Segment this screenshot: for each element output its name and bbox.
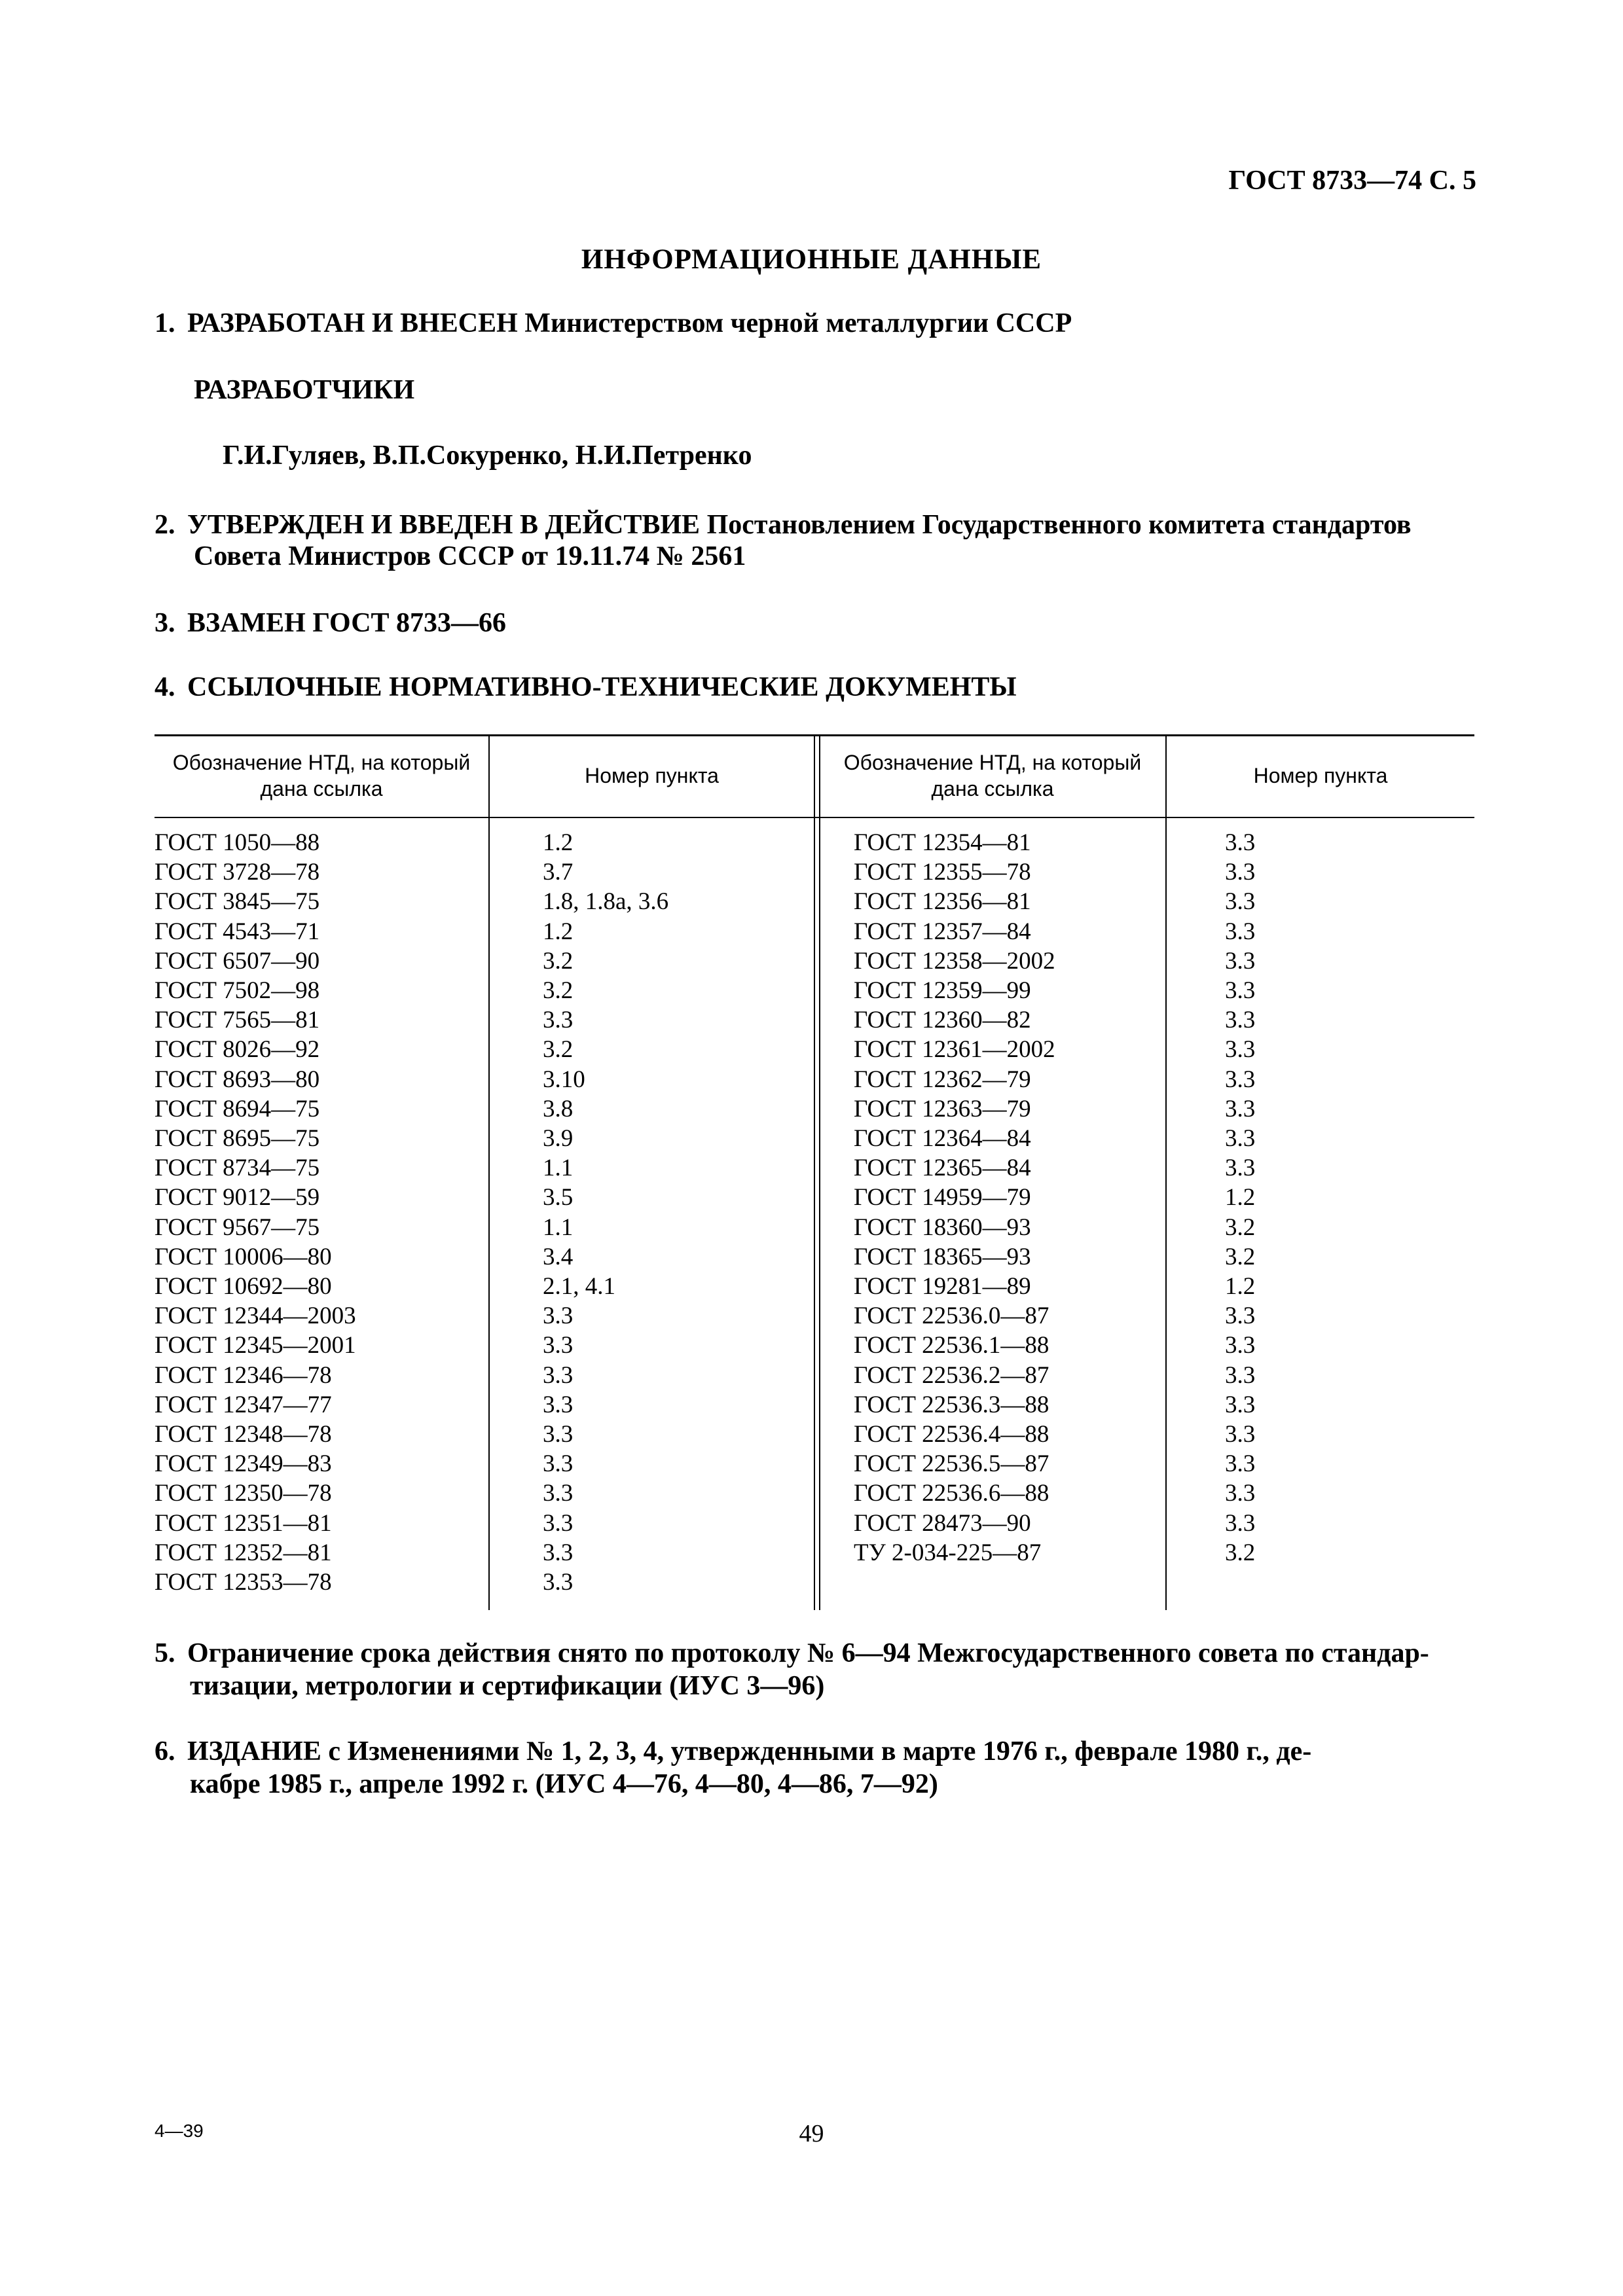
item-1-number: 1. [155,308,175,338]
clause-number-cell: 3.3 [543,1480,574,1507]
ntd-designation-cell: ГОСТ 3845—75 [155,888,320,916]
item-6-number: 6. [155,1736,175,1767]
clause-number-cell: 3.3 [1225,1302,1256,1330]
ntd-designation-cell: ГОСТ 28473—90 [854,1509,1031,1537]
clause-number-cell: 1.2 [543,829,574,856]
clause-number-cell: 3.5 [543,1184,574,1211]
footer-print-mark: 4—39 [155,2121,204,2141]
clause-number-cell: 3.2 [1225,1213,1256,1241]
header-clause-left: Номер пункта [585,764,719,787]
clause-number-cell: 3.3 [1225,1036,1256,1064]
clause-number-cell: 2.1, 4.1 [543,1273,615,1300]
clause-number-cell: 3.3 [1225,1095,1256,1122]
page-number: 49 [799,2120,824,2147]
item-4 [155,672,1017,703]
clause-number-cell: 3.8 [543,1095,574,1122]
clause-number-cell: 3.3 [1225,1332,1256,1359]
ntd-designation-cell: ГОСТ 22536.1—88 [854,1332,1049,1359]
clause-number-cell: 3.3 [1225,1125,1256,1152]
clause-number-cell: 3.3 [543,1539,574,1566]
clause-number-cell: 3.3 [543,1569,574,1596]
ntd-designation-cell: ГОСТ 8026—92 [155,1036,320,1064]
ntd-designation-cell: ГОСТ 12344—2003 [155,1302,356,1330]
item-3-number: 3. [155,608,175,638]
double-column-separator [814,736,820,1610]
ntd-designation-cell: ГОСТ 8734—75 [155,1155,320,1182]
ntd-designation-cell: ГОСТ 12358—2002 [854,947,1055,975]
header-designation-right: Обозначение НТД, на который дана ссылка [843,751,1142,800]
clause-number-cell: 3.2 [543,1036,574,1064]
clause-number-cell: 3.2 [543,947,574,975]
ntd-designation-cell: ГОСТ 8695—75 [155,1125,320,1152]
ntd-designation-cell: ГОСТ 12345—2001 [155,1332,356,1359]
header-designation-left: Обозначение НТД, на который дана ссылка [172,751,471,800]
clause-number-cell: 1.2 [543,918,574,945]
ntd-designation-cell: ТУ 2-034-225—87 [854,1539,1042,1566]
ntd-designation-cell: ГОСТ 12359—99 [854,977,1031,1004]
clause-number-cell: 3.3 [543,1332,574,1359]
clause-number-cell: 3.3 [1225,1155,1256,1182]
ntd-designation-cell: ГОСТ 12347—77 [155,1391,332,1418]
ntd-designation-cell: ГОСТ 12346—78 [155,1361,332,1389]
ntd-designation-cell: ГОСТ 1050—88 [155,829,320,856]
ntd-designation-cell: ГОСТ 9567—75 [155,1213,320,1241]
item-4-text: ССЫЛОЧНЫЕ НОРМАТИВНО-ТЕХНИЧЕСКИЕ ДОКУМЕНТЫ [187,672,1017,702]
ntd-designation-cell: ГОСТ 22536.0—87 [854,1302,1049,1330]
ntd-designation-cell: ГОСТ 12364—84 [854,1125,1031,1152]
ntd-designation-cell: ГОСТ 22536.3—88 [854,1391,1049,1418]
clause-number-cell: 3.3 [1225,947,1256,975]
clause-number-cell: 3.3 [543,1007,574,1034]
clause-number-cell: 1.1 [543,1213,574,1241]
clause-number-cell: 3.3 [1225,1391,1256,1418]
ntd-designation-cell: ГОСТ 22536.5—87 [854,1450,1049,1478]
ntd-designation-cell: ГОСТ 10692—80 [155,1273,332,1300]
item-6-line-2: кабре 1985 г., апреле 1992 г. (ИУС 4—76, 4—80, 4—86, 7—92) [190,1769,938,1799]
ntd-designation-cell: ГОСТ 6507—90 [155,947,320,975]
ntd-designation-cell: ГОСТ 12360—82 [854,1007,1031,1034]
ntd-designation-cell: ГОСТ 3728—78 [155,859,320,886]
column-separator [488,736,490,1610]
clause-number-cell: 3.3 [1225,1509,1256,1537]
ntd-designation-cell: ГОСТ 14959—79 [854,1184,1031,1211]
item-1-text: РАЗРАБОТАН И ВНЕСЕН Министерством черной металлургии СССР [187,308,1072,338]
clause-number-cell: 1.8, 1.8а, 3.6 [543,888,669,916]
clause-number-cell: 3.2 [1225,1539,1256,1566]
ntd-designation-cell: ГОСТ 12352—81 [155,1539,332,1566]
clause-number-cell: 3.3 [1225,1421,1256,1448]
developers-label: РАЗРАБОТЧИКИ [194,375,415,405]
item-3 [155,607,506,639]
ntd-designation-cell: ГОСТ 18365—93 [854,1243,1031,1270]
clause-number-cell: 3.3 [1225,1480,1256,1507]
ntd-designation-cell: ГОСТ 12348—78 [155,1421,332,1448]
clause-number-cell: 3.2 [1225,1243,1256,1270]
header-clause-right: Номер пункта [1253,764,1388,787]
ntd-designation-cell: ГОСТ 12351—81 [155,1509,332,1537]
item-3-text: ВЗАМЕН ГОСТ 8733—66 [187,608,507,638]
item-6-line-1: ИЗДАНИЕ с Изменениями № 1, 2, 3, 4, утвержденными в марте 1976 г., феврале 1980 г., де- [187,1736,1312,1767]
ntd-designation-cell: ГОСТ 18360—93 [854,1213,1031,1241]
ntd-designation-cell: ГОСТ 22536.6—88 [854,1480,1049,1507]
clause-number-cell: 3.3 [1225,1361,1256,1389]
clause-number-cell: 1.1 [543,1155,574,1182]
clause-number-cell: 3.3 [1225,1007,1256,1034]
clause-number-cell: 3.10 [543,1066,585,1093]
clause-number-cell: 3.7 [543,859,574,886]
item-2-line-1: УТВЕРЖДЕН И ВВЕДЕН В ДЕЙСТВИЕ Постановлением Государственного комитета стандартов [187,510,1412,540]
item-2 [155,509,1412,541]
ntd-designation-cell: ГОСТ 12354—81 [854,829,1031,856]
ntd-designation-cell: ГОСТ 8694—75 [155,1095,320,1122]
ntd-designation-cell: ГОСТ 8693—80 [155,1066,320,1093]
clause-number-cell: 3.3 [1225,1066,1256,1093]
clause-number-cell: 1.2 [1225,1273,1256,1300]
ntd-designation-cell: ГОСТ 7502—98 [155,977,320,1004]
ntd-designation-cell: ГОСТ 12357—84 [854,918,1031,945]
clause-number-cell: 3.3 [1225,918,1256,945]
ntd-designation-cell: ГОСТ 12350—78 [155,1480,332,1507]
item-5-line-1: Ограничение срока действия снято по протоколу № 6—94 Межгосударственного совета по стандар- [187,1638,1429,1668]
clause-number-cell: 1.2 [1225,1184,1256,1211]
ntd-designation-cell: ГОСТ 12353—78 [155,1569,332,1596]
item-5-number: 5. [155,1638,175,1668]
clause-number-cell: 3.3 [543,1450,574,1478]
ntd-designation-cell: ГОСТ 10006—80 [155,1243,332,1270]
clause-number-cell: 3.3 [543,1302,574,1330]
column-separator [1165,736,1167,1610]
item-5-line-2: тизации, метрологии и сертификации (ИУС 3—96) [190,1671,825,1701]
ntd-designation-cell: ГОСТ 9012—59 [155,1184,320,1211]
clause-number-cell: 3.4 [543,1243,574,1270]
ntd-designation-cell: ГОСТ 19281—89 [854,1273,1031,1300]
ntd-designation-cell: ГОСТ 12365—84 [854,1155,1031,1182]
clause-number-cell: 3.3 [543,1361,574,1389]
clause-number-cell: 3.3 [543,1421,574,1448]
ntd-designation-cell: ГОСТ 12355—78 [854,859,1031,886]
developers-names: Г.И.Гуляев, В.П.Сокуренко, Н.И.Петренко [223,440,752,471]
ntd-designation-cell: ГОСТ 22536.4—88 [854,1421,1049,1448]
ntd-designation-cell: ГОСТ 12361—2002 [854,1036,1055,1064]
ntd-designation-cell: ГОСТ 12363—79 [854,1095,1031,1122]
clause-number-cell: 3.3 [1225,829,1256,856]
reference-documents-table [155,734,1474,1610]
item-2-line-2: Совета Министров СССР от 19.11.74 № 2561 [194,541,746,571]
ntd-designation-cell: ГОСТ 12349—83 [155,1450,332,1478]
clause-number-cell: 3.2 [543,977,574,1004]
ntd-designation-cell: ГОСТ 7565—81 [155,1007,320,1034]
clause-number-cell: 3.3 [1225,888,1256,916]
page-title: ИНФОРМАЦИОННЫЕ ДАННЫЕ [581,244,1042,275]
ntd-designation-cell: ГОСТ 12356—81 [854,888,1031,916]
clause-number-cell: 3.3 [543,1509,574,1537]
item-2-number: 2. [155,510,175,540]
ntd-designation-cell: ГОСТ 4543—71 [155,918,320,945]
clause-number-cell: 3.3 [1225,859,1256,886]
item-1 [155,308,1072,339]
ntd-designation-cell: ГОСТ 12362—79 [854,1066,1031,1093]
item-6 [155,1736,1311,1767]
ntd-designation-cell: ГОСТ 22536.2—87 [854,1361,1049,1389]
clause-number-cell: 3.3 [543,1391,574,1418]
clause-number-cell: 3.3 [1225,1450,1256,1478]
document-code-header: ГОСТ 8733—74 С. 5 [1228,166,1476,196]
clause-number-cell: 3.9 [543,1125,574,1152]
item-4-number: 4. [155,672,175,702]
item-5 [155,1638,1429,1669]
clause-number-cell: 3.3 [1225,977,1256,1004]
